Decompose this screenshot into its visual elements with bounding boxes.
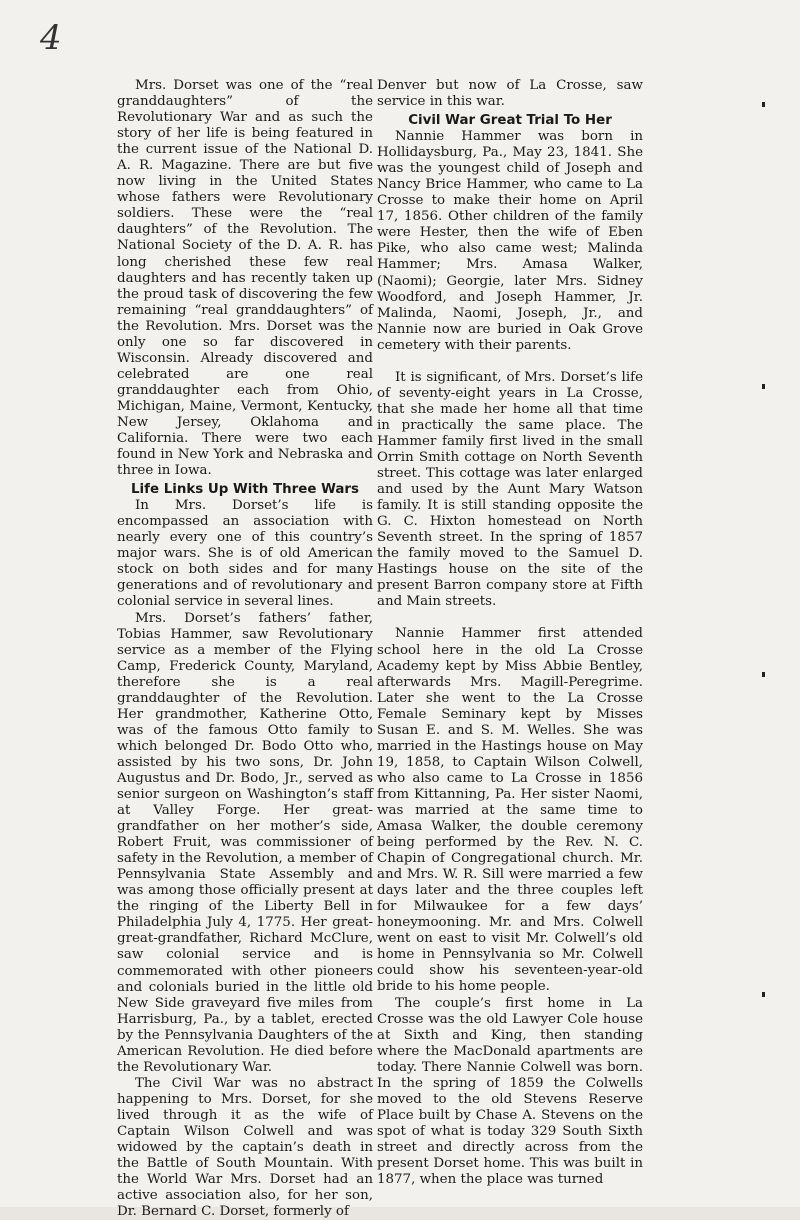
page-number: 4	[40, 18, 62, 58]
paragraph: Nannie Hammer first attended school here in the old La Crosse Academy kept by Miss Abbie Bentley, afterwards Mrs. Magill-Peregrime. Later she went to the La Crosse Female Seminary kept by Misses Susan E. and S. M. Welles. She was married in the Hastings house on May 19, 1858, to Captain Wilson Colwell, who also came to La Crosse in 1856 from Kittanning, Pa. Her sister Naomi, was married at the same time to Amasa Walker, the double ceremony being performed by the Rev. N. C. Chapin of Congregational church. Mr. and Mrs. W. R. Sill were married a few days later and the three couples left for Milwaukee for a few days’ honeymooning. Mr. and Mrs. Colwell went on east to visit Mr. Colwell’s old home in Pennsylvania so Mr. Colwell could show his seventeen-year-old bride to his home people.	[377, 626, 643, 995]
paragraph: Nannie Hammer was born in Hollidaysburg, Pa., May 23, 1841. She was the youngest child of Joseph and Nancy Brice Hammer, who came to La Crosse to make their home on April 17, 1856. Other children of the family were Hester, then the wife of Eben Pike, who also came west; Malinda Hammer; Mrs. Amasa Walker, (Naomi); Georgie, later Mrs. Sidney Woodford, and Joseph Hammer, Jr. Malinda, Naomi, Joseph, Jr., and Nannie now are buried in Oak Grove cemetery with their parents.	[377, 129, 643, 353]
paragraph-gap	[377, 354, 643, 370]
paragraph-gap	[377, 610, 643, 626]
right-column	[377, 78, 643, 1188]
margin-speck	[762, 672, 765, 677]
paragraph: Mrs. Dorset was one of the “real granddaughters” of the Revolutionary War and as such the story of her life is being featured in the current issue of the National D. A. R. Magazine. There are but five now living in the United States whose fathers were Revolutionary soldiers. These were the “real daughters” of the Revolution. The National Society of the D. A. R. has long cherished these few real daughters and has recently taken up the proud task of discovering the few remaining “real granddaughters” of the Revolution. Mrs. Dorset was the only one so far discovered in Wisconsin. Already discovered and celebrated are one real granddaughter each from Ohio, Michigan, Maine, Vermont, Kentucky, New Jersey, Oklahoma and California. There were two each found in New York and Nebraska and three in Iowa.	[117, 78, 373, 479]
margin-speck	[762, 992, 765, 997]
section-heading: Life Links Up With Three Wars	[131, 482, 359, 498]
paragraph-continued: Denver but now of La Crosse, saw service in this war.	[377, 78, 643, 110]
paragraph: It is significant, of Mrs. Dorset’s life of seventy-eight years in La Crosse, that she made her home all that time in practically the same place. The Hammer family first lived in the small Orrin Smith cottage on North Seventh street. This cottage was later enlarged and used by the Aunt Mary Watson family. It is still standing opposite the G. C. Hixton homestead on North Seventh street. In the spring of 1857 the family moved to the Samuel D. Hastings house on the site of the present Barron company store at Fifth and Main streets.	[377, 369, 643, 610]
left-column	[117, 78, 373, 1220]
paragraph: Mrs. Dorset’s fathers’ father, Tobias Hammer, saw Revolutionary service as a member of the Flying Camp, Frederick County, Maryland, therefore she is a real granddaughter of the Revolution. Her grandmother, Katherine Otto, was of the famous Otto family to which belonged Dr. Bodo Otto who, assisted by his two sons, Dr. John Augustus and Dr. Bodo, Jr., served as senior surgeon on Washington’s staff at Valley Forge. Her great-grandfather on her mother’s side, Robert Fruit, was commissioner of safety in the Revolution, a member of Pennsylvania State Assembly and was among those officially present at the ringing of the Liberty Bell in Philadelphia July 4, 1775. Her great-great-grandfather, Richard McClure, saw colonial service and is commemorated with other pioneers and colonials buried in the little old New Side graveyard five miles from Harrisburg, Pa., by a tablet, erected by the Pennsylvania Daughters of the American Revolution. He died before the Revolutionary War.	[117, 610, 373, 1075]
margin-speck	[762, 384, 765, 389]
margin-speck	[762, 102, 765, 107]
paragraph: The couple’s first home in La Crosse was the old Lawyer Cole house at Sixth and King, then standing where the MacDonald apartments are today. There Nannie Colwell was born. In the spring of 1859 the Colwells moved to the old Stevens Reserve Place built by Chase A. Stevens on the spot of what is today 329 South Sixth street and directly across from the present Dorset home. This was built in 1877, when the place was turned	[377, 995, 643, 1188]
paragraph: The Civil War was no abstract happening to Mrs. Dorset, for she lived through it as the wife of Captain Wilson Colwell and was widowed by the captain’s death in the Battle of South Mountain. With the World War Mrs. Dorset had an active association also, for her son, Dr. Bernard C. Dorset, formerly of	[117, 1075, 373, 1220]
section-heading: Civil War Great Trial To Her	[408, 113, 612, 129]
paragraph: In Mrs. Dorset’s life is encompassed an association with nearly every one of this country’s major wars. She is of old American stock on both sides and for many generations and of revolutionary and colonial service in several lines.	[117, 498, 373, 610]
